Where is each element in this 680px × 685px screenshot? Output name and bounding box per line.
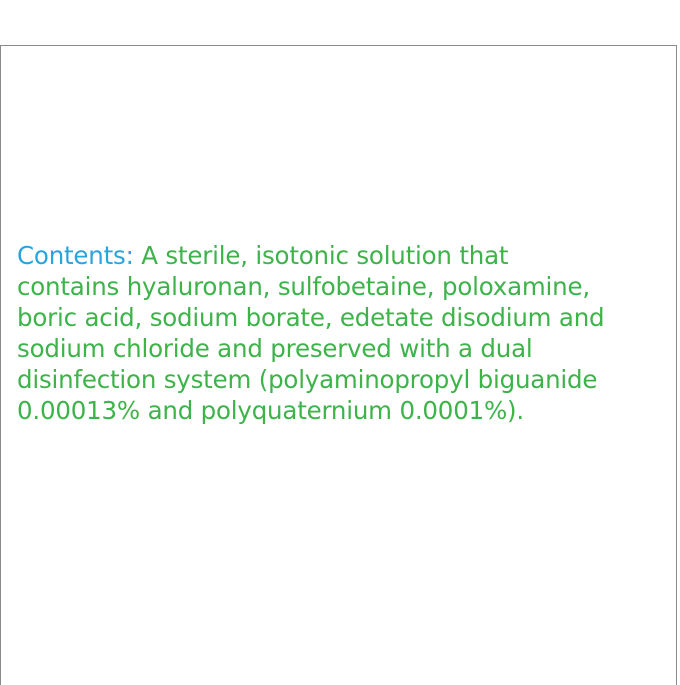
contents-label: Contents: [17, 241, 134, 270]
contents-line-2: contains hyaluronan, sulfobetaine, poloxamine, [17, 272, 590, 301]
contents-line-1 [17, 240, 677, 271]
contents-line-4: sodium chloride and preserved with a dual [17, 334, 533, 363]
contents-paragraph [17, 240, 677, 426]
contents-line-3: boric acid, sodium borate, edetate disodium and [17, 303, 605, 332]
contents-line-5: disinfection system (polyaminopropyl biguanide [17, 365, 598, 394]
contents-text: A sterile, isotonic solution that [133, 241, 509, 270]
contents-line-6: 0.00013% and polyquaternium 0.0001%). [17, 396, 524, 425]
